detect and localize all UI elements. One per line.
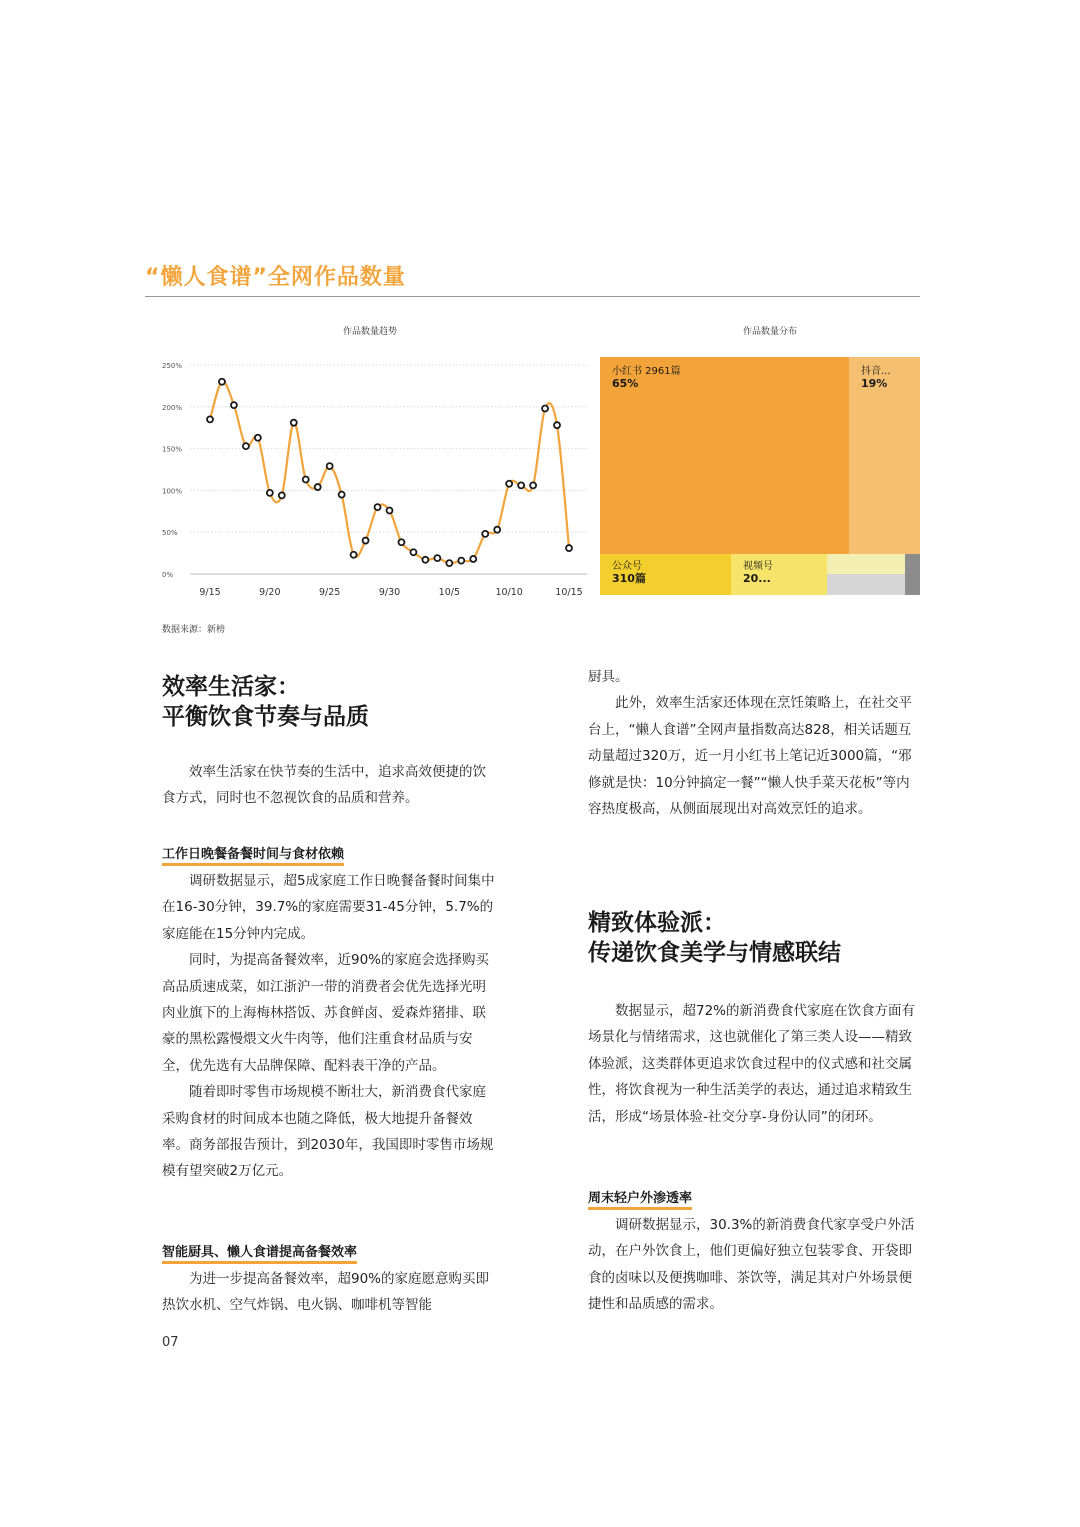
treemap-block-douyin: [849, 357, 920, 554]
y-tick-label: 150%: [162, 445, 183, 454]
data-point: [458, 558, 464, 564]
treemap-title: 作品数量分布: [742, 327, 797, 337]
subheading-3: [588, 1187, 692, 1210]
section-title: “懒人食谱”全网作品数量: [145, 265, 406, 290]
right-heading-line1: 精致体验派：: [588, 910, 726, 936]
treemap-block-gongzhonghao: [600, 554, 731, 595]
treemap-block-small-2: [827, 574, 905, 595]
y-tick-label: 0%: [162, 571, 174, 579]
data-point: [530, 482, 536, 488]
data-point: [494, 527, 500, 533]
data-point: [506, 481, 512, 487]
title-divider: [145, 296, 920, 297]
treemap-block-small-1: [827, 554, 905, 574]
right-body-1: [588, 664, 922, 822]
paragraph: 数据显示，超72%的新消费食代家庭在饮食方面有场景化与情绪需求，这也就催化了第三类人设——精致体验派，这类群体更追求饮食过程中的仪式感和社交属性，将饮食视为一种生活美学的表达，通过追求精致生活，形成“场景体验-社交分享-身份认同”的闭环。: [588, 1003, 916, 1125]
subheading-1: [162, 843, 344, 866]
data-point: [422, 557, 428, 563]
x-tick-label: 10/15: [555, 587, 583, 598]
left-heading-line1: 效率生活家：: [162, 674, 300, 700]
data-point: [410, 549, 416, 555]
x-tick-label: 9/20: [259, 587, 281, 598]
data-point: [542, 405, 548, 411]
treemap-label: 抖音...: [861, 366, 891, 377]
y-tick-label: 50%: [162, 529, 178, 538]
paragraph: 同时，为提高备餐效率，近90%的家庭会选择购买高品质速成菜，如江浙沪一带的消费者会优先选择光明肉业旗下的上海梅林搭饭、苏食鲜卤、爱森炸猪排、联豪的黑松露慢煨文火牛肉等，他们注重食材品质与安全，优先选有大品牌保障、配料表干净的产品。: [162, 952, 490, 1074]
treemap-value: 65%: [612, 377, 639, 390]
data-point: [446, 560, 452, 566]
right-body-2: [588, 998, 922, 1130]
x-tick-label: 9/15: [199, 587, 221, 598]
treemap-value: 20...: [743, 572, 771, 585]
right-heading-line2: 传递饮食美学与情感联结: [588, 940, 841, 966]
subheading-1-text: 工作日晚餐备餐时间与食材依赖: [162, 846, 344, 866]
data-point: [243, 443, 249, 449]
x-tick-label: 10/5: [438, 587, 461, 598]
treemap-block-shipinhao: [731, 554, 827, 595]
treemap-block-small-3: [905, 554, 920, 595]
subheading-2: [162, 1241, 357, 1264]
data-point: [375, 504, 381, 510]
treemap-chart: [600, 357, 920, 595]
line-chart-title: 作品数量趋势: [342, 327, 397, 337]
data-point: [255, 435, 261, 441]
y-tick-label: 250%: [162, 362, 183, 370]
paragraph: 为进一步提高备餐效率，超90%的家庭愿意购买即热饮水机、空气炸锅、电火锅、咖啡机等智能: [162, 1271, 490, 1314]
data-point: [518, 482, 524, 488]
data-point: [303, 477, 309, 483]
data-point: [339, 492, 345, 498]
treemap-label: 公众号: [612, 561, 642, 572]
data-point: [398, 539, 404, 545]
subheading-3-text: 周末轻户外渗透率: [588, 1190, 692, 1210]
page-number: 07: [162, 1335, 179, 1350]
data-point: [291, 420, 297, 426]
x-tick-label: 9/30: [378, 587, 401, 598]
data-point: [351, 552, 357, 558]
data-point: [363, 538, 369, 544]
x-tick-label: 9/25: [318, 587, 341, 598]
data-point: [482, 531, 488, 537]
paragraph: 调研数据显示，超5成家庭工作日晚餐备餐时间集中在16-30分钟，39.7%的家庭需要31-45分钟，5.7%的家庭能在15分钟内完成。: [162, 873, 495, 942]
subheading-2-text: 智能厨具、懒人食谱提高备餐效率: [162, 1244, 357, 1264]
data-point: [554, 422, 560, 428]
treemap-block-xiaohongshu: [600, 357, 849, 554]
data-point: [434, 555, 440, 561]
data-point: [279, 492, 285, 498]
right-heading: [588, 908, 928, 968]
y-tick-label: 100%: [162, 487, 183, 496]
series-line: [210, 381, 569, 563]
data-point: [327, 463, 333, 469]
data-point: [470, 556, 476, 562]
continuation-text: 厨具。: [588, 669, 629, 685]
left-intro: [162, 759, 496, 812]
paragraph: 此外，效率生活家还体现在烹饪策略上，在社交平台上，“懒人食谱”全网声量指数高达828，相关话题互动量超过320万，近一月小红书上笔记近3000篇，“邪修就是快：10分钟搞定一餐”“懒人快手菜天花板”等内容热度极高，从侧面展现出对高效烹饪的追求。: [588, 695, 912, 818]
data-point: [231, 402, 237, 408]
data-point: [267, 490, 273, 496]
paragraph: 随着即时零售市场规模不断壮大，新消费食代家庭采购食材的时间成本也随之降低，极大地提升备餐效率。商务部报告预计，到2030年，我国即时零售市场规模有望突破2万亿元。: [162, 1084, 494, 1180]
left-heading-line2: 平衡饮食节奏与品质: [162, 704, 369, 730]
intro-paragraph: 效率生活家在快节奏的生活中，追求高效便捷的饮食方式，同时也不忽视饮食的品质和营养。: [162, 764, 486, 807]
left-body-2: [162, 1266, 496, 1319]
left-heading: [162, 672, 502, 732]
y-tick-label: 200%: [162, 403, 183, 412]
right-body-3: [588, 1212, 922, 1318]
line-chart: [150, 350, 590, 605]
treemap-label: 小红书 2961篇: [612, 366, 681, 377]
treemap-label: 视频号: [743, 561, 773, 572]
treemap-value: 310篇: [612, 572, 646, 585]
data-point: [315, 484, 321, 490]
data-source: 数据来源：新榜: [162, 625, 226, 635]
data-point: [387, 507, 393, 513]
data-point: [566, 545, 572, 551]
treemap-value: 19%: [861, 377, 888, 390]
data-point: [219, 379, 225, 385]
paragraph: 调研数据显示，30.3%的新消费食代家享受户外活动，在户外饮食上，他们更偏好独立包装零食、开袋即食的卤味以及便携咖啡、茶饮等，满足其对户外场景便捷性和品质感的需求。: [588, 1217, 915, 1313]
data-point: [207, 416, 213, 422]
left-body-1: [162, 868, 496, 1185]
x-tick-label: 10/10: [495, 587, 523, 598]
